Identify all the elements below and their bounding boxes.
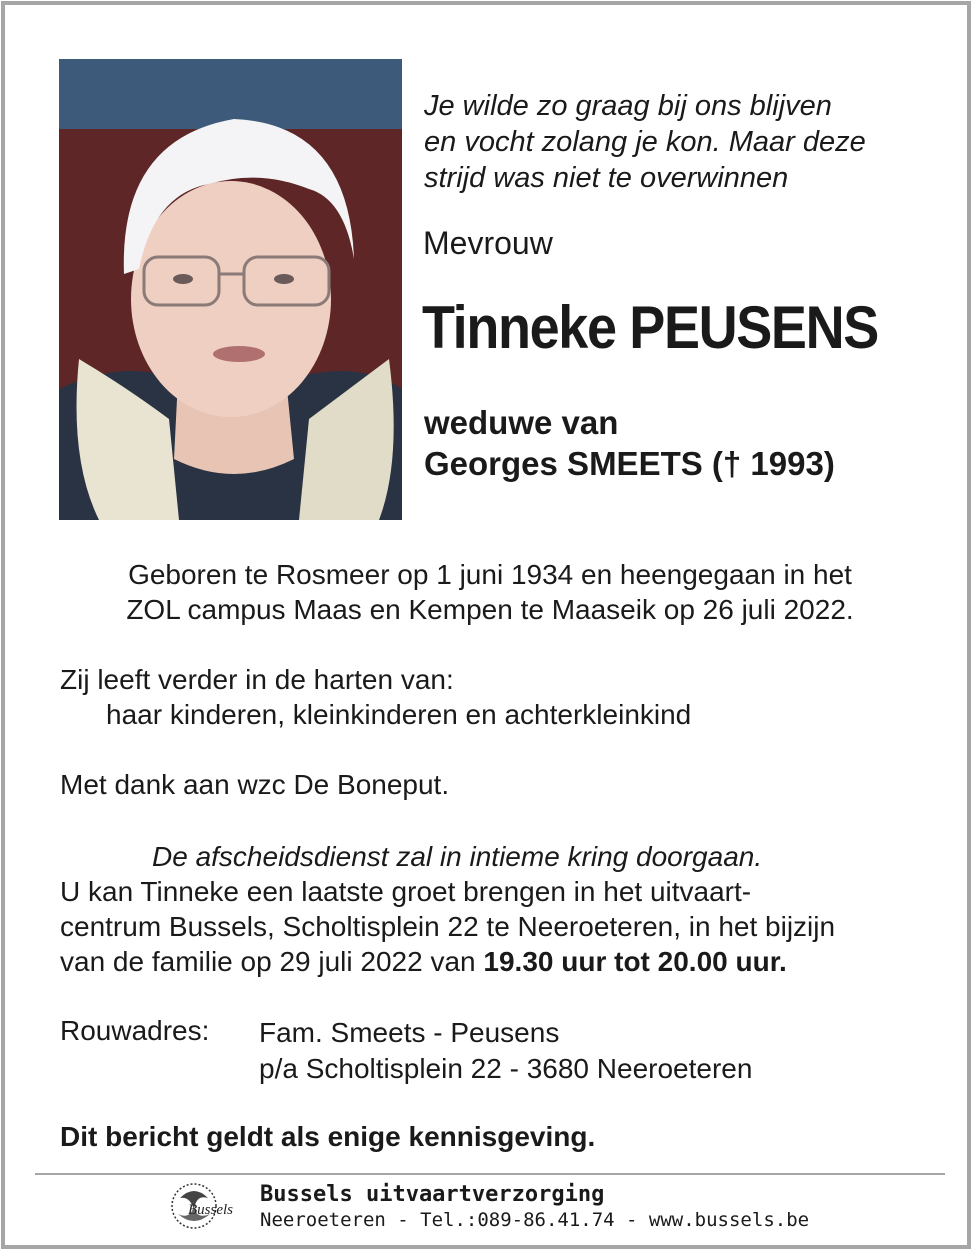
bussels-logo bbox=[166, 1180, 250, 1232]
poem-line: Je wilde zo graag bij ons blijven bbox=[424, 90, 832, 122]
ceremony-line: U kan Tinneke een laatste groet brengen in het uitvaart- bbox=[60, 876, 752, 907]
ceremony-intro: De afscheidsdienst zal in intieme kring doorgaan. bbox=[152, 841, 763, 872]
closing-statement: Dit bericht geldt als enige kennisgeving. bbox=[60, 1121, 596, 1152]
died-line: ZOL campus Maas en Kempen te Maaseik op 26 juli 2022. bbox=[126, 594, 854, 625]
portrait-photo bbox=[59, 59, 402, 520]
address-street: p/a Scholtisplein 22 - 3680 Neeroeteren bbox=[259, 1053, 753, 1084]
survivors-intro: Zij leeft verder in de harten van: bbox=[60, 664, 454, 695]
ceremony-hours: 19.30 uur tot 20.00 uur. bbox=[483, 946, 787, 977]
logo-text: Bussels bbox=[188, 1202, 233, 1218]
portrait-illustration bbox=[59, 59, 402, 520]
born-line: Geboren te Rosmeer op 1 juni 1934 en heengegaan in het bbox=[128, 559, 852, 590]
spouse-line: weduwe van bbox=[424, 404, 619, 441]
company-name: Bussels uitvaartverzorging bbox=[260, 1182, 605, 1207]
birth-death-details bbox=[40, 557, 940, 627]
ceremony-section bbox=[60, 839, 835, 979]
company-contact: Neeroeteren - Tel.:089-86.41.74 - www.bussels.be bbox=[260, 1209, 810, 1231]
ceremony-line: centrum Bussels, Scholtisplein 22 te Neeroeteren, in het bijzijn bbox=[60, 911, 836, 942]
thanks-line: Met dank aan wzc De Boneput. bbox=[60, 769, 450, 800]
survivors-list: haar kinderen, kleinkinderen en achterkleinkind bbox=[106, 699, 692, 730]
poem-line: strijd was niet te overwinnen bbox=[424, 162, 789, 194]
spouse-info bbox=[424, 402, 835, 484]
footer-divider bbox=[35, 1173, 945, 1175]
logo-emblem-icon bbox=[166, 1180, 250, 1232]
address-name: Fam. Smeets - Peusens bbox=[259, 1017, 560, 1048]
deceased-name: Tinneke PEUSENS bbox=[422, 294, 878, 361]
poem-line: en vocht zolang je kon. Maar deze bbox=[424, 126, 866, 158]
memorial-poem bbox=[424, 88, 924, 196]
honorific: Mevrouw bbox=[423, 225, 553, 261]
ceremony-date: van de familie op 29 juli 2022 van bbox=[60, 946, 484, 977]
ceremony-time-line bbox=[60, 944, 835, 979]
survivors-section bbox=[60, 662, 691, 732]
spouse-name: Georges SMEETS († 1993) bbox=[424, 445, 835, 482]
address-label: Rouwadres: bbox=[60, 1015, 210, 1046]
mourning-address bbox=[259, 1015, 752, 1087]
